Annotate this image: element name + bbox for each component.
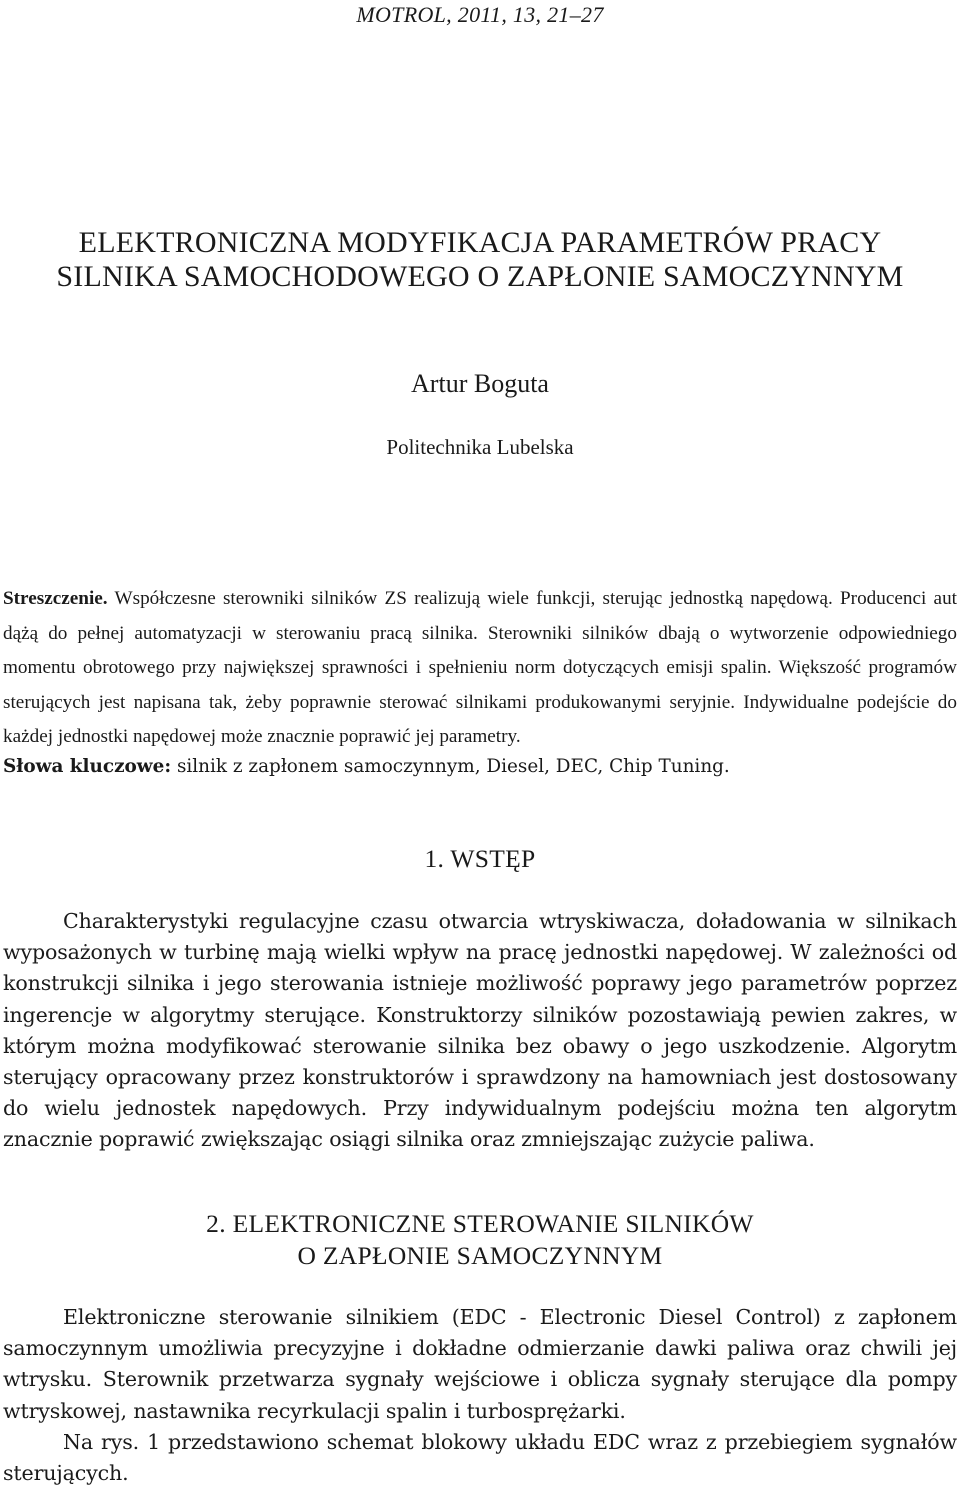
abstract-text: Współczesne sterowniki silników ZS realizują wiele funkcji, sterując jednostką napędową. Producenci aut dążą do pełnej automatyzacji w sterowaniu pracą silnika. Sterowniki silników dbają o wytworzenie odpowiedniego momentu obrotowego przy największej sprawności i spełnieniu norm dotyczących emisji spalin. Większość programów sterujących jest napisana tak, żeby poprawnie sterować silnikami produkowanymi seryjnie. Indywidualne podejście do każdej jednostki napędowej może znacznie poprawić jej parametry. xyxy=(3,588,957,748)
author-affiliation: Politechnika Lubelska xyxy=(386,435,574,459)
abstract-label: Streszczenie. xyxy=(3,588,108,609)
section-1-heading xyxy=(0,843,960,875)
paper-title xyxy=(0,226,960,294)
author-name: Artur Boguta xyxy=(411,369,549,398)
journal-reference: MOTROL, 2011, 13, 21–27 xyxy=(356,2,604,27)
section-2-heading xyxy=(0,1208,960,1272)
keywords xyxy=(3,756,957,777)
title-line-1: ELEKTRONICZNA MODYFIKACJA PARAMETRÓW PRACY xyxy=(78,226,882,259)
section-2-paragraph-1: Elektroniczne sterowanie silnikiem (EDC - Electronic Diesel Control) z zapłonem samoczynnym umożliwia precyzyjne i dokładne odmierzanie dawki paliwa oraz chwili jej wtrysku. Sterownik przetwarza sygnały wejściowe i oblicza sygnały sterujące dla pompy wtryskowej, nastawnika recyrkulacji spalin i turbosprężarki. xyxy=(3,1305,957,1423)
keywords-text: silnik z zapłonem samoczynnym, Diesel, DEC, Chip Tuning. xyxy=(171,756,730,777)
keywords-label: Słowa kluczowe: xyxy=(3,756,172,777)
section-1-heading-line: 1. WSTĘP xyxy=(424,844,536,873)
section-2-heading-line-1: 2. ELEKTRONICZNE STEROWANIE SILNIKÓW xyxy=(206,1209,754,1238)
section-1-paragraph-1: Charakterystyki regulacyjne czasu otwarcia wtryskiwacza, doładowania w silnikach wyposażonych w turbinę mają wielki wpływ na pracę jednostki napędowej. W zależności od konstrukcji silnika i jego sterowania istnieje możliwość poprawy jego parametrów poprzez ingerencje w algorytmy sterujące. Konstruktorzy silników pozostawiają pewien zakres, w którym można modyfikować sterowanie silnika bez obawy o jego uszkodzenie. Algorytm sterujący opracowany przez konstruktorów i sprawdzony na hamowniach jest dostosowany do wielu jednostek napędowych. Przy indywidualnym podejściu można ten algorytm znacznie poprawić zwiększając osiągi silnika oraz zmniejszając zużycie paliwa. xyxy=(3,909,957,1152)
abstract xyxy=(3,582,957,755)
section-2-paragraph-2: Na rys. 1 przedstawiono schemat blokowy układu EDC wraz z przebiegiem sygnałów sterujących. xyxy=(3,1429,957,1486)
title-line-2: SILNIKA SAMOCHODOWEGO O ZAPŁONIE SAMOCZYNNYM xyxy=(56,260,904,293)
section-2-body xyxy=(3,1302,957,1489)
section-2-heading-line-2: O ZAPŁONIE SAMOCZYNNYM xyxy=(297,1241,663,1270)
section-1-body xyxy=(3,906,957,1156)
